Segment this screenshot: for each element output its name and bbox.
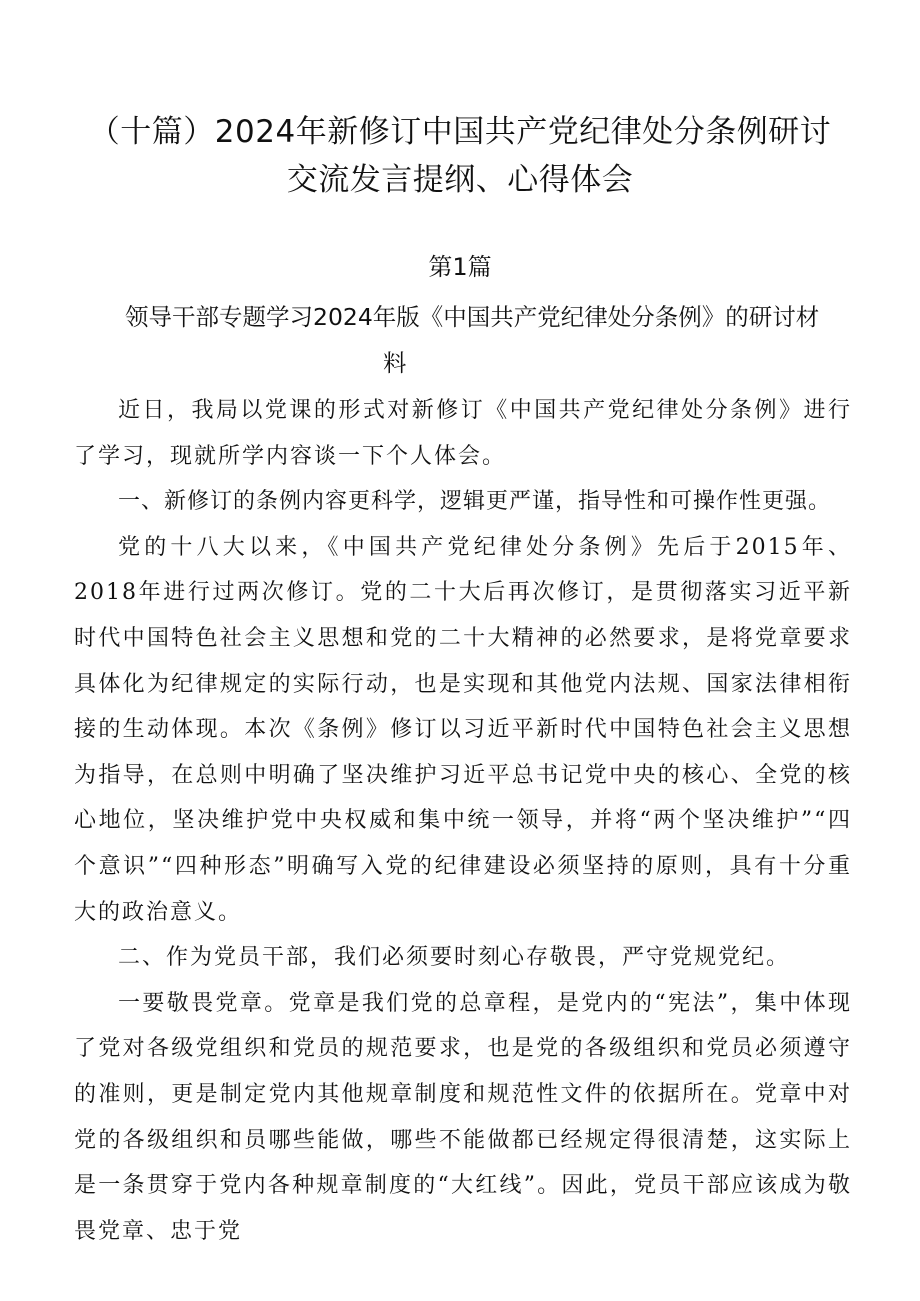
paragraph: 近日，我局以党课的形式对新修订《中国共产党纪律处分条例》进行了学习，现就所学内容谈一下个人体会。 xyxy=(74,398,852,469)
paragraph: 二、作为党员干部，我们必须要时刻心存敬畏，严守党规党纪。 xyxy=(118,945,791,971)
paragraph: 一要敬畏党章。党章是我们党的总章程，是党内的“宪法”，集中体现了党对各级党组织和党员的规范要求，也是党的各级组织和党员必须遵守的准则，更是制定党内其他规章制度和规范性文件的依据所在。党章中对党的各级组织和员哪些能做，哪些不能做都已经规定得很清楚，这实际上是一条贯穿于党内各种规章制度的“大红线”。因此，党员干部应该成为敬畏党章、忠于党 xyxy=(74,990,852,1244)
paragraph: 一、新修订的条例内容更科学，逻辑更严谨，指导性和可操作性更强。 xyxy=(118,489,832,515)
document-title-line1: （十篇）2024年新修订中国共产党纪律处分条例研讨 xyxy=(88,114,832,150)
body-text xyxy=(74,388,852,1254)
paragraph: 党的十八大以来，《中国共产党纪律处分条例》先后于2015年、2018年进行过两次修订。党的二十大后再次修订，是贯彻落实习近平新时代中国特色社会主义思想和党的二十大精神的必然要求，是将党章要求具体化为纪律规定的实际行动，也是实现和其他党内法规、国家法律相衔接的生动体现。本次《条例》修订以习近平新时代中国特色社会主义思想为指导，在总则中明确了坚决维护习近平总书记党中央的核心、全党的核心地位，坚决维护党中央权威和集中统一领导，并将“两个坚决维护”“四个意识”“四种形态”明确写入党的纪律建设必须坚持的原则，具有十分重大的政治意义。 xyxy=(74,534,852,925)
section-heading: 第1篇 xyxy=(428,253,492,281)
section-subtitle-line2: 料 xyxy=(383,349,407,377)
section-subtitle-line1: 领导干部专题学习2024年版《中国共产党纪律处分条例》的研讨材 xyxy=(125,303,820,331)
document-title-line2: 交流发言提纲、心得体会 xyxy=(286,162,634,198)
